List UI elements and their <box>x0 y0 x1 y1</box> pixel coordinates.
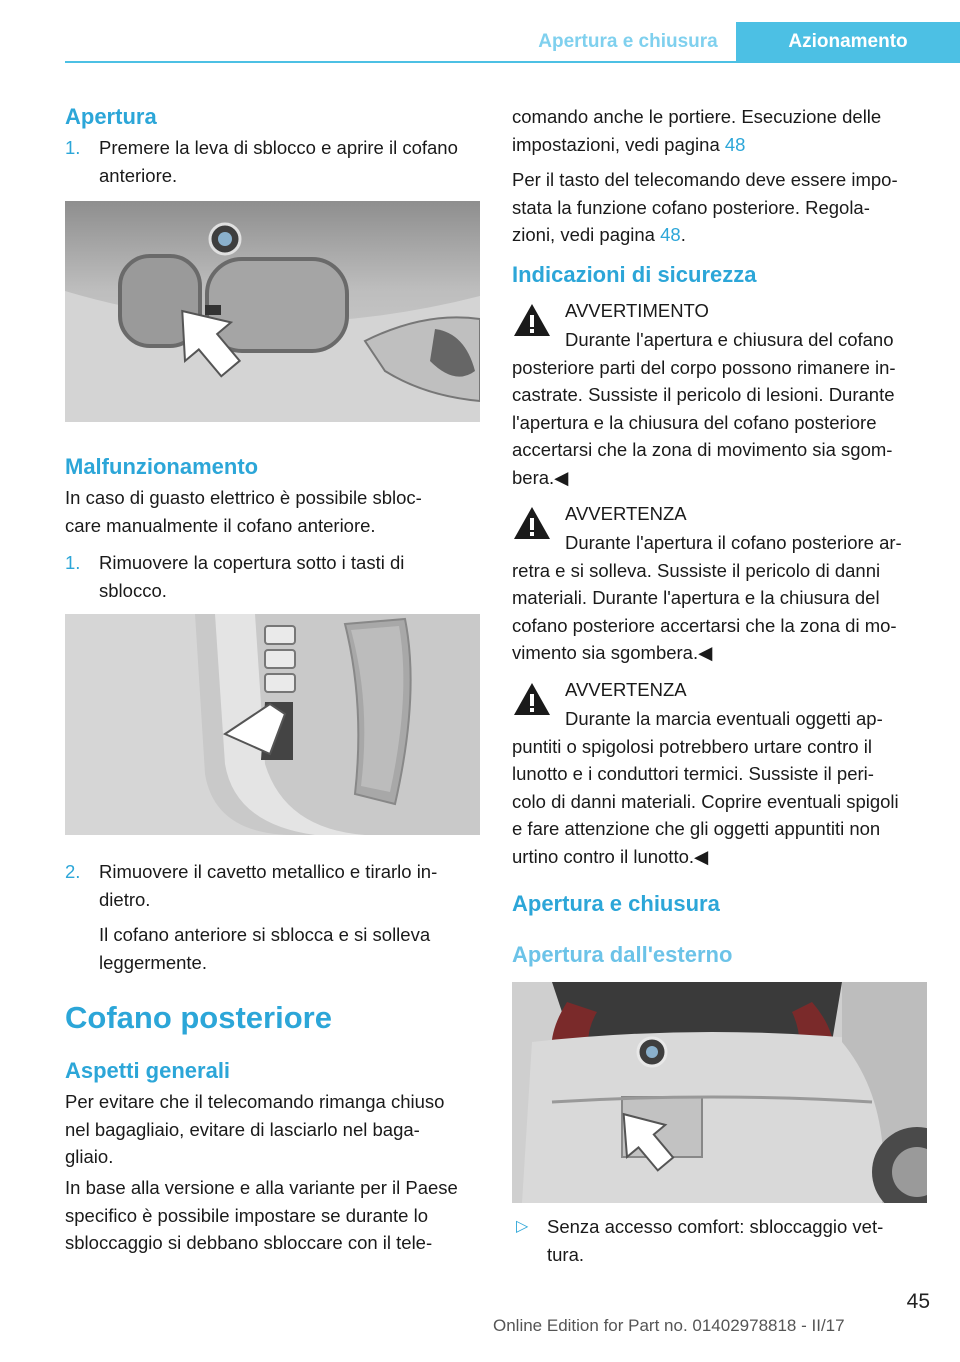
text-line: comando anche le portiere. Esecuzione delle <box>512 106 882 127</box>
header-rule <box>65 61 960 63</box>
header-chapter-tab: Azionamento <box>736 22 960 62</box>
text-line: stata la funzione cofano posteriore. Regola‐ <box>512 196 870 218</box>
text-line: dietro. <box>99 888 151 910</box>
text-line: specifico è possibile impostare se durante lo <box>65 1204 428 1226</box>
text-line: e fare attenzione che gli oggetti appuntiti non <box>512 818 881 839</box>
aspetti-paragraph-1 <box>65 1088 490 1171</box>
text-line: bera.◀ <box>512 466 569 488</box>
text-line: sblocco. <box>99 579 167 601</box>
warning-title: AVVERTIMENTO <box>565 300 709 321</box>
text-line: cofano posteriore accertarsi che la zona di mo‐ <box>512 614 897 636</box>
step-number: 1. <box>65 552 81 573</box>
unlock-cover-illustration <box>65 614 480 835</box>
text-segment: zioni, vedi pagina <box>512 224 661 245</box>
section-title-apertura: Apertura <box>65 104 157 129</box>
page-number: 45 <box>906 1290 930 1313</box>
step-text <box>99 549 489 604</box>
text-line: In base alla versione e alla variante per il Paese <box>65 1177 458 1198</box>
warning-text <box>512 326 942 491</box>
text-line: Premere la leva di sblocco e aprire il cofano <box>99 137 458 158</box>
warning-title: AVVERTENZA <box>565 503 687 524</box>
bullet-text <box>547 1213 937 1268</box>
subsection-title-esterno: Apertura dall'esterno <box>512 942 733 967</box>
text-line: Durante l'apertura il cofano posteriore ar‐ <box>565 532 902 553</box>
continued-paragraph <box>512 103 942 249</box>
front-grille-photo <box>65 201 480 422</box>
text-line: posteriore parti del corpo possono rimanere in‐ <box>512 356 896 378</box>
text-line: accertarsi che la zona di movimento sia sgom‐ <box>512 439 893 460</box>
text-line: materiali. Durante l'apertura e la chiusura del <box>512 587 880 608</box>
text-line: sbloccaggio si debbano sbloccare con il tele‐ <box>65 1232 433 1253</box>
text-line: Rimuovere il cavetto metallico e tirarlo in‐ <box>99 861 438 882</box>
text-line: In caso di guasto elettrico è possibile sbloc‐ <box>65 487 422 508</box>
text-line: tura. <box>547 1243 585 1265</box>
step-text <box>99 134 489 189</box>
step-text <box>99 858 489 976</box>
page-link[interactable]: 48 <box>660 224 681 245</box>
step-number: 1. <box>65 137 81 158</box>
text-line: colo di danni materiali. Coprire eventuali spigoli <box>512 790 899 812</box>
text-line: puntiti o spigolosi potrebbero urtare contro il <box>512 735 872 757</box>
unlock-cover-photo <box>65 614 480 835</box>
bullet-marker: ▷ <box>516 1218 529 1235</box>
text-segment: impostazioni, vedi pagina <box>512 133 725 155</box>
spacer <box>99 913 489 921</box>
text-line: lunotto e i conduttori termici. Sussiste il peri‐ <box>512 763 874 784</box>
section-title-malfunzionamento: Malfunzionamento <box>65 454 259 479</box>
spacer <box>512 158 942 166</box>
text-line: care manualmente il cofano anteriore. <box>65 514 376 536</box>
text-line: urtino contro il lunotto.◀ <box>512 845 709 867</box>
text-segment: . <box>680 224 686 245</box>
text-line: anteriore. <box>99 164 178 186</box>
malf-paragraph <box>65 484 485 539</box>
rear-hatch-illustration <box>512 982 927 1203</box>
text-line: Il cofano anteriore si sblocca e si solleva <box>99 924 431 945</box>
text-line: gliaio. <box>65 1146 114 1167</box>
warning-title: AVVERTENZA <box>565 679 687 700</box>
text-line: Per il tasto del telecomando deve essere impo‐ <box>512 169 898 190</box>
warning-text <box>512 529 942 667</box>
text-line: retra e si solleva. Sussiste il pericolo di danni <box>512 559 881 581</box>
text-line: Durante la marcia eventuali oggetti ap‐ <box>565 708 883 729</box>
footer-edition: Online Edition for Part no. 01402978818 - II/17 <box>493 1316 845 1335</box>
text-line: leggermente. <box>99 951 207 973</box>
text-line: vimento sia sgombera.◀ <box>512 642 713 663</box>
text-line: l'apertura e la chiusura del cofano posteriore <box>512 411 877 433</box>
rear-hatch-photo <box>512 982 927 1203</box>
text-line: Durante l'apertura e chiusura del cofano <box>565 329 894 350</box>
step-number: 2. <box>65 861 81 882</box>
text-line: nel bagagliaio, evitare di lasciarlo nel baga‐ <box>65 1118 420 1140</box>
text-line: castrate. Sussiste il pericolo di lesioni. Durante <box>512 384 895 405</box>
section-title-sicurezza: Indicazioni di sicurezza <box>512 262 757 287</box>
text-line: Senza accesso comfort: sbloccaggio vet‐ <box>547 1216 884 1237</box>
text-line <box>512 221 942 249</box>
section-title-aspetti-generali: Aspetti generali <box>65 1058 231 1083</box>
text-line <box>512 131 942 159</box>
text-line: Rimuovere la copertura sotto i tasti di <box>99 552 405 573</box>
chapter-title-cofano-posteriore: Cofano posteriore <box>65 1000 332 1035</box>
aspetti-paragraph-2 <box>65 1174 490 1257</box>
page-link[interactable]: 48 <box>724 133 746 155</box>
warning-text <box>512 705 942 870</box>
front-grille-illustration <box>65 201 480 422</box>
header-section-title: Apertura e chiusura <box>538 31 718 52</box>
text-line: Per evitare che il telecomando rimanga chiuso <box>65 1091 445 1112</box>
section-title-apertura-chiusura: Apertura e chiusura <box>512 891 720 916</box>
